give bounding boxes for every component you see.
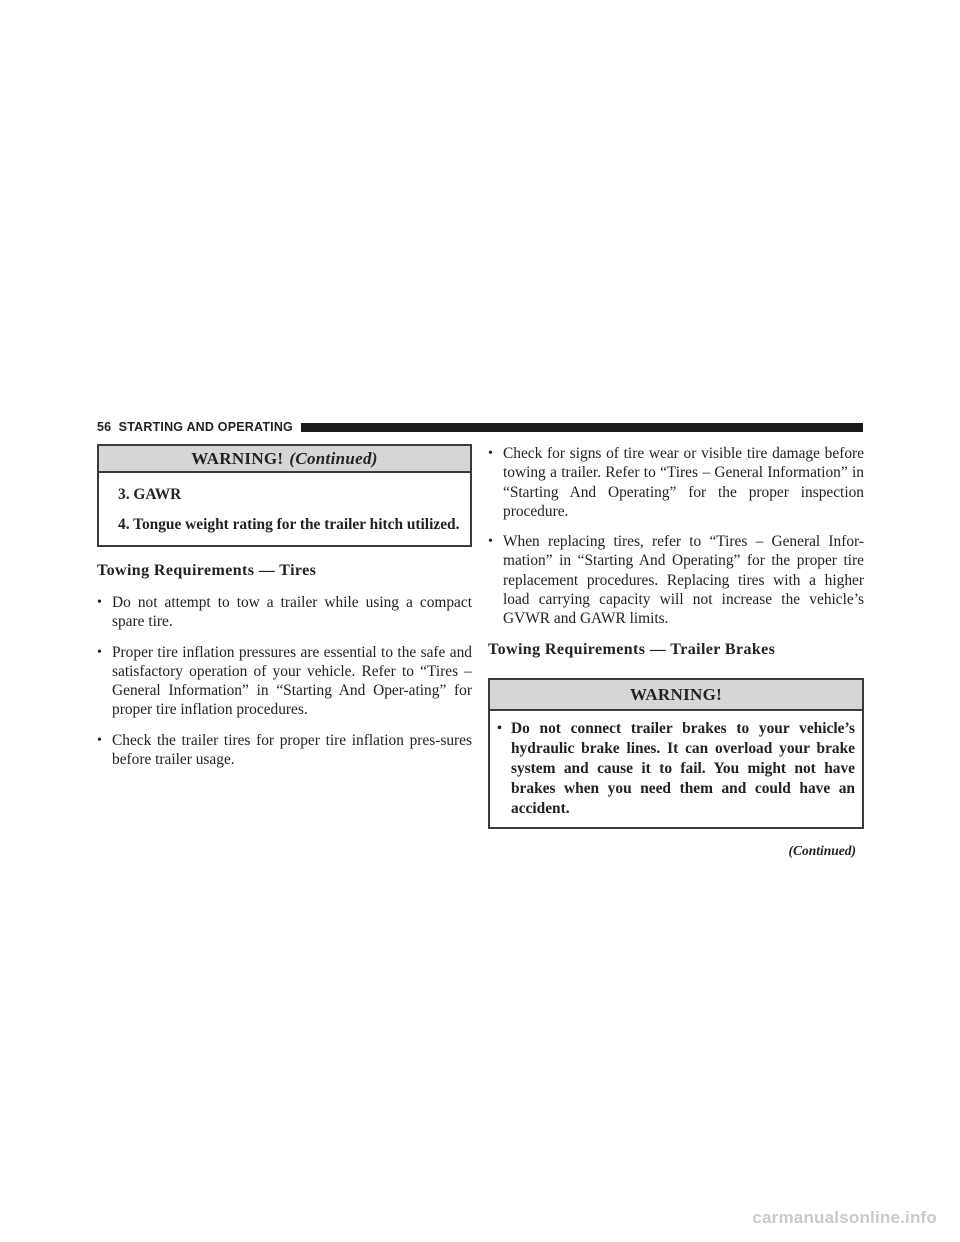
tires-bullet-list (97, 593, 472, 769)
warning-box-continued (97, 444, 472, 547)
left-column (97, 444, 472, 780)
page-header (97, 419, 863, 435)
warning-title: WARNING! (629, 684, 723, 704)
list-item (497, 719, 855, 819)
warning-title: WARNING! (191, 449, 284, 468)
warning-item: 4. Tongue weight rating for the trailer hitch utilized. (118, 516, 460, 533)
watermark: carmanualsonline.info (752, 1208, 937, 1227)
warning-header (99, 446, 470, 473)
warning-body (490, 711, 862, 827)
list-item-text: Do not connect trailer brakes to your vehicle’s hydraulic brake lines. It can overload your brake system and cause it to fail. You might not have brakes when you need them and could have an accident. (511, 719, 855, 817)
list-item (488, 532, 864, 628)
list-item-text: When replacing tires, refer to “Tires – General Infor-mation” in “Starting And Operating” for the proper tire replacement procedures. Replacing tires with a higher load carrying capacity will not increase the vehicle’s GVWR and GAWR limits. (503, 533, 864, 628)
header-label (97, 420, 301, 434)
list-item (97, 643, 472, 720)
bullet-icon: • (97, 732, 102, 748)
tires-bullet-list-continued (488, 444, 864, 629)
bullet-icon: • (97, 644, 102, 660)
list-item (97, 731, 472, 770)
warning-body (99, 473, 470, 545)
list-item-text: Proper tire inflation pressures are essential to the safe and satisfactory operation of your vehicle. Refer to “Tires – General Information” in “Starting And Oper-ating” for proper tire inflation procedures. (112, 643, 472, 719)
list-item-text: Check the trailer tires for proper tire inflation pres-sures before trailer usage. (112, 731, 472, 769)
list-item-text: Do not attempt to tow a trailer while using a compact spare tire. (112, 594, 472, 631)
warning-item: 3. GAWR (118, 486, 182, 503)
bullet-icon: • (488, 534, 493, 550)
list-item (97, 593, 472, 632)
section-title-trailer-brakes: Towing Requirements — Trailer Brakes (488, 640, 776, 658)
warning-continued-label: (Continued) (289, 449, 378, 468)
list-item (488, 444, 864, 521)
warning-bullet-list (497, 719, 855, 819)
section-name: STARTING AND OPERATING (118, 420, 293, 434)
right-column (488, 444, 864, 859)
header-rule (301, 423, 863, 432)
bullet-icon: • (497, 720, 502, 736)
continued-note: (Continued) (788, 842, 856, 858)
warning-box (488, 678, 864, 829)
page-number: 56 (97, 420, 112, 434)
warning-header (490, 680, 862, 711)
list-item-text: Check for signs of tire wear or visible tire damage before towing a trailer. Refer to “Tires – General Information” in “Starting And Operating” for the proper inspection procedure. (503, 445, 864, 520)
bullet-icon: • (488, 446, 493, 461)
section-title-tires: Towing Requirements — Tires (97, 562, 317, 579)
bullet-icon: • (97, 595, 102, 610)
